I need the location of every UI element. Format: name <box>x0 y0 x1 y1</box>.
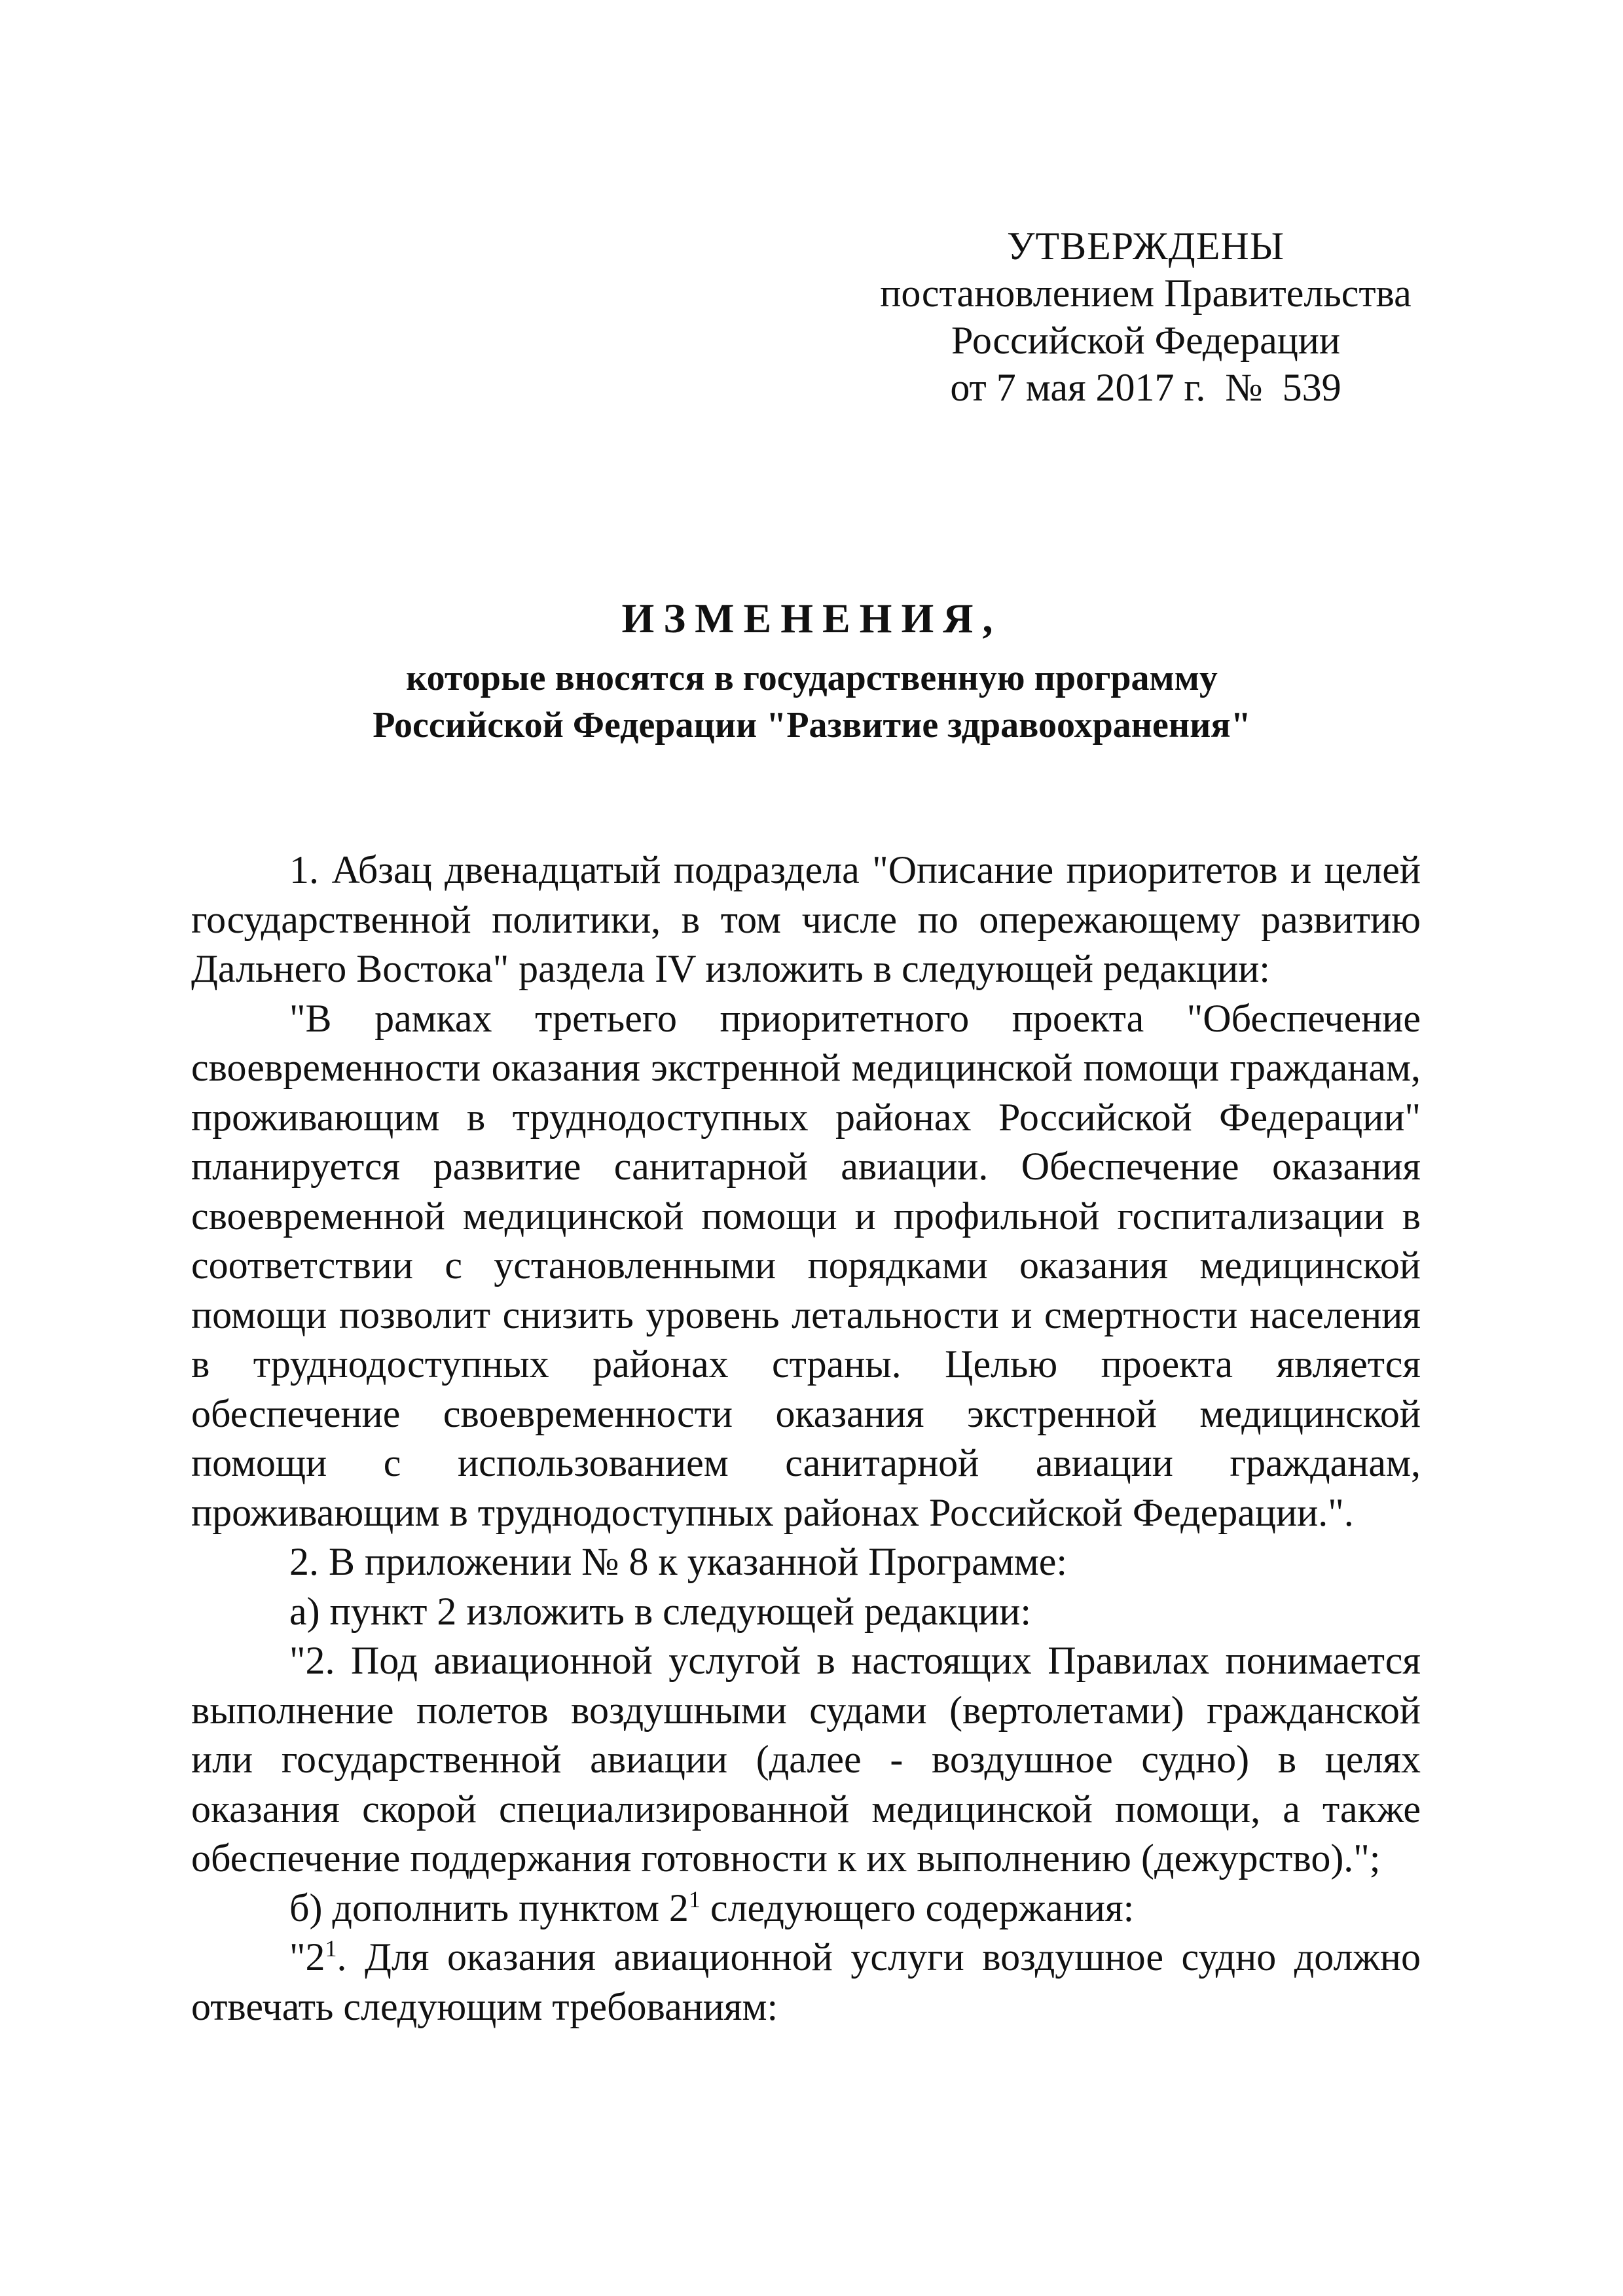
document-body <box>191 846 1421 2032</box>
paragraph-6-start: б) дополнить пунктом 2 <box>289 1886 689 1929</box>
paragraph-1: 1. Абзац двенадцатый подраздела "Описание приоритетов и целей государственной политики, в том числе по опережающему развитию Дальнего Востока" раздела IV изложить в следующей редакции: <box>191 848 1421 990</box>
paragraph-6 <box>191 1884 1421 1933</box>
document-title: ИЗМЕНЕНИЯ, <box>621 595 1002 641</box>
approval-date-number: от 7 мая 2017 г. № 539 <box>950 366 1341 409</box>
paragraph-5: "2. Под авиационной услугой в настоящих Правилах понимается выполнение полетов воздушными судами (вертолетами) гражданской или государственной авиации (далее - воздушное судно) в целях оказания скорой специализированной медицинской помощи, а также обеспечение поддержания готовности к их выполнению (дежурство)."; <box>191 1639 1421 1880</box>
paragraph-7-start: "2 <box>289 1935 325 1979</box>
approval-title: УТВЕРЖДЕНЫ <box>1006 224 1285 268</box>
paragraph-6-end: следующего содержания: <box>700 1886 1135 1929</box>
paragraph-7 <box>191 1933 1421 2032</box>
paragraph-3: 2. В приложении № 8 к указанной Программе: <box>289 1540 1068 1583</box>
document-subtitle-line-1: которые вносятся в государственную программу <box>406 658 1218 698</box>
heading-block <box>190 589 1434 749</box>
approval-line-resolution: постановлением Правительства <box>880 272 1412 315</box>
approval-block <box>877 223 1414 411</box>
paragraph-7-end: . Для оказания авиационной услуги воздушное судно должно отвечать следующим требованиям: <box>191 1935 1421 2028</box>
approval-line-government: Российской Федерации <box>951 319 1341 362</box>
paragraph-7-superscript: 1 <box>325 1935 337 1962</box>
paragraph-4: а) пункт 2 изложить в следующей редакции: <box>289 1589 1031 1633</box>
paragraph-6-superscript: 1 <box>688 1886 701 1912</box>
paragraph-2: "В рамках третьего приоритетного проекта "Обеспечение своевременности оказания экстренной медицинской помощи гражданам, проживающим в труднодоступных районах Российской Федерации" планируется развитие санитарной авиации. Обеспечение оказания своевременной медицинской помощи и профильной госпитализации в соответствии с установленными порядками оказания медицинской помощи позволит снизить уровень летальности и смертности населения в труднодоступных районах страны. Целью проекта является обеспечение своевременности оказания экстренной медицинской помощи с использованием санитарной авиации гражданам, проживающим в труднодоступных районах Российской Федерации.". <box>191 996 1421 1534</box>
document-subtitle-line-2: Российской Федерации "Развитие здравоохранения" <box>373 705 1251 745</box>
